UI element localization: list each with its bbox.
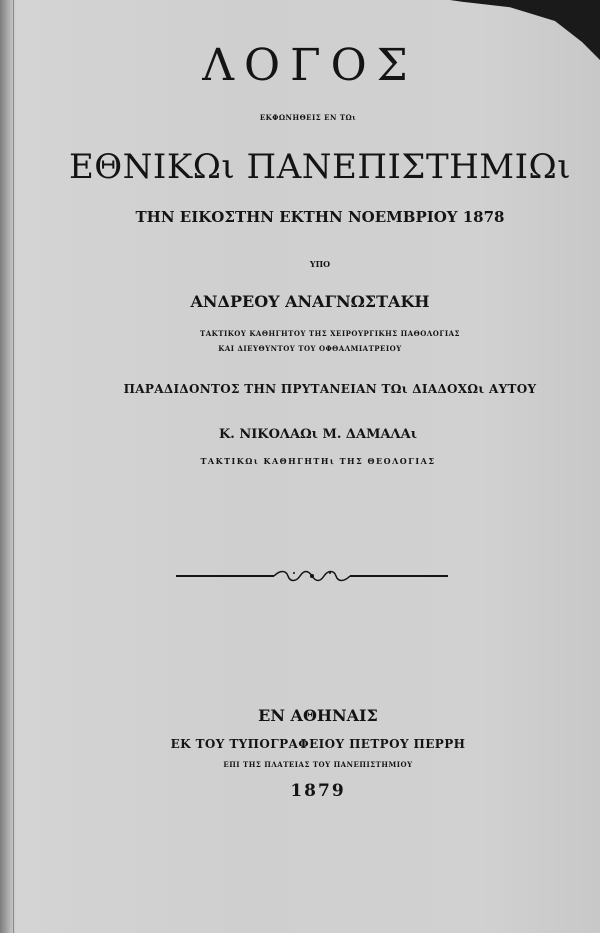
ornamental-rule xyxy=(176,568,448,584)
publication-year: 1879 xyxy=(290,781,346,801)
printer-name: ΕΚ ΤΟΥ ΤΥΠΟΓΡΑΦΕΙΟΥ ΠΕΤΡΟΥ ΠΕΡΡΗ xyxy=(170,737,466,751)
imprint-place: ΕΝ ΑΘΗΝΑΙΣ xyxy=(258,706,378,725)
author-name: ΑΝΔΡΕΟΥ ΑΝΑΓΝΩΣΤΑΚΗ xyxy=(190,292,430,311)
author-role-line-2: ΚΑΙ ΔΙΕΥΘΥΝΤΟΥ ΤΟΥ ΟΦΘΑΛΜΙΑΤΡΕΙΟΥ xyxy=(218,344,402,353)
page-title: ΛΟΓΟΣ xyxy=(202,40,418,91)
tagline: ΕΚΦΩΝΗΘΕΙΣ ΕΝ ΤΩι xyxy=(259,113,357,122)
successor-name: Κ. ΝΙΚΟΛΑΩι Μ. ΔΑΜΑΛΑι xyxy=(218,427,418,442)
lecture-date: ΤΗΝ ΕΙΚΟΣΤΗΝ ΕΚΤΗΝ ΝΟΕΜΒΡΙΟΥ 1878 xyxy=(135,208,505,226)
successor-role: ΤΑΚΤΙΚΩι ΚΑΘΗΓΗΤΗι ΤΗΣ ΘΕΟΛΟΓΙΑΣ xyxy=(200,456,436,466)
author-role-line-1: ΤΑΚΤΙΚΟΥ ΚΑΘΗΓΗΤΟΥ ΤΗΣ ΧΕΙΡΟΥΡΓΙΚΗΣ ΠΑΘΟΛΟΓΙΑΣ xyxy=(200,329,460,338)
printer-address: ΕΠΙ ΤΗΣ ΠΛΑΤΕΙΑΣ ΤΟΥ ΠΑΝΕΠΙΣΤΗΜΙΟΥ xyxy=(223,760,413,769)
university-name: ΕΘΝΙΚΩι ΠΑΝΕΠΙΣΤΗΜΙΩι xyxy=(68,147,572,187)
by-label: ΥΠΟ xyxy=(309,259,331,269)
handing-over-line: ΠΑΡΑΔΙΔΟΝΤΟΣ ΤΗΝ ΠΡΥΤΑΝΕΙΑΝ ΤΩι ΔΙΑΔΟΧΩι ΑΥΤΟΥ xyxy=(123,382,537,396)
